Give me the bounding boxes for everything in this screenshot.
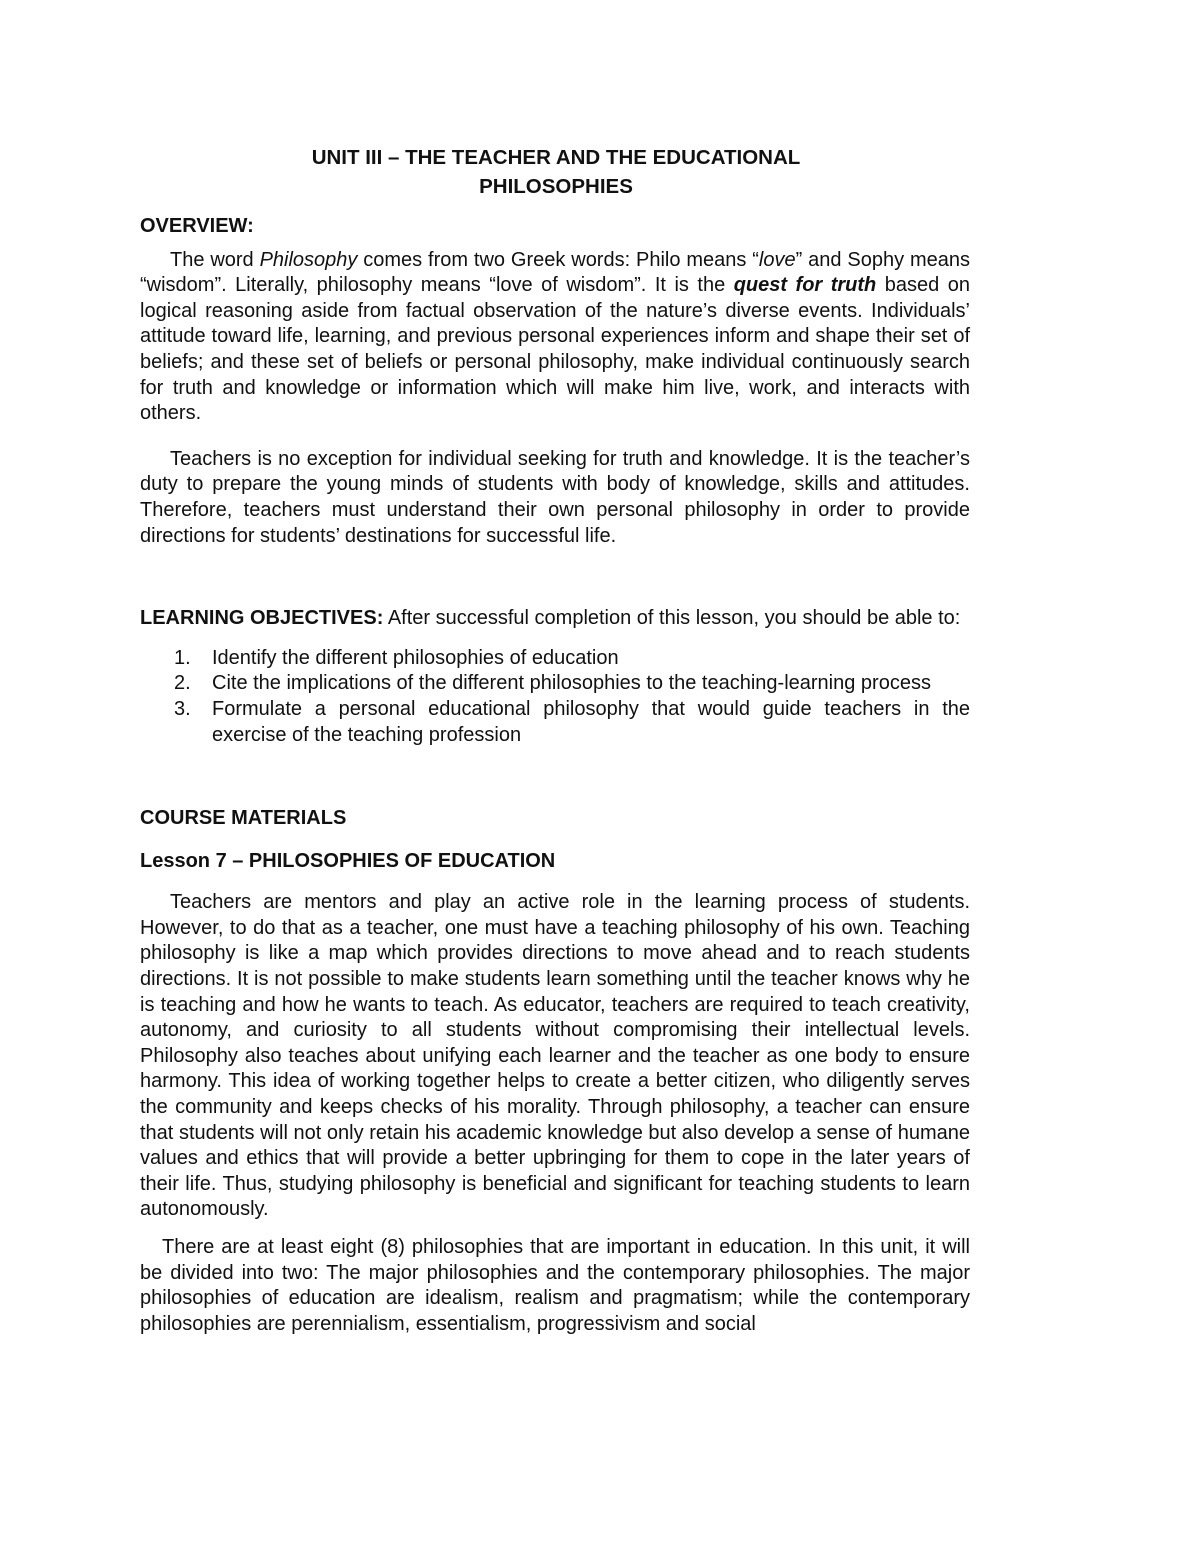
lesson-paragraph-2: There are at least eight (8) philosophies that are important in education. In this unit, it will be divided into two: The major philosophies and the contemporary philosophies. The major philosophies of education are idealism, realism and pragmatism; while the contemporary philosophies are perennialism, essentialism, progressivism and social [140, 1236, 970, 1335]
objectives-heading: LEARNING OBJECTIVES: [140, 607, 384, 630]
term-quest-for-truth: quest for truth [733, 274, 877, 297]
objective-number: 2. [174, 672, 191, 695]
course-materials-heading: COURSE MATERIALS [140, 807, 347, 830]
unit-title-line1: UNIT III – THE TEACHER AND THE EDUCATIONAL [311, 146, 801, 169]
objectives-intro: After successful completion of this lesson, you should be able to: [383, 607, 961, 630]
overview-text: comes from two Greek words: Philo means “ [357, 248, 759, 271]
overview-paragraph-2: Teachers is no exception for individual seeking for truth and knowledge. It is the teacher’s duty to prepare the young minds of students with body of knowledge, skills and attitudes. Therefore, teachers must understand their own personal philosophy in order to provide directions for students’ destinations for successful life. [140, 447, 970, 547]
objectives-list [140, 646, 970, 748]
objective-item [140, 646, 970, 672]
objective-number: 1. [174, 646, 191, 669]
overview-paragraph-1 [140, 248, 970, 427]
objective-text: Formulate a personal educational philosophy that would guide teachers in the exercise of the teaching profession [212, 697, 970, 746]
unit-title-line2: PHILOSOPHIES [479, 175, 633, 198]
lesson-paragraph-1: Teachers are mentors and play an active role in the learning process of students. However, to do that as a teacher, one must have a teaching philosophy of his own. Teaching philosophy is like a map which provides directions to move ahead and to reach students directions. It is not possible to make students learn something until the teacher knows why he is teaching and how he wants to teach. As educator, teachers are required to teach creativity, autonomy, and curiosity to all students without compromising their intellectual levels. Philosophy also teaches about unifying each learner and the teacher as one body to ensure harmony. This idea of working together helps to create a better citizen, who diligently serves the community and keeps checks of his morality. Through philosophy, a teacher can ensure that students will not only retain his academic knowledge but also develop a sense of humane values and ethics that will provide a better upbringing for them to cope in the later years of their life. Thus, studying philosophy is beneficial and significant for teaching students to learn autonomously. [140, 891, 970, 1221]
lesson-title: Lesson 7 – PHILOSOPHIES OF EDUCATION [140, 849, 556, 872]
objective-text: Identify the different philosophies of education [212, 646, 619, 669]
term-love: love [758, 248, 796, 271]
unit-title [140, 143, 970, 201]
objective-number: 3. [174, 697, 191, 720]
overview-text: ” and Sophy means “wisdom”. Literally, philosophy means “love of wisdom”. It is the [140, 248, 970, 297]
learning-objectives [140, 606, 970, 632]
overview-text: based on logical reasoning aside from factual observation of the nature’s diverse events. Individuals’ attitude toward life, learning, and previous personal experiences inform and shape their set of beliefs; and these set of beliefs or personal philosophy, make individual continuously search for truth and knowledge or information which will make him live, work, and interacts with others. [140, 274, 971, 425]
objective-item [140, 671, 970, 697]
objective-text: Cite the implications of the different philosophies to the teaching-learning process [212, 672, 931, 695]
term-philosophy: Philosophy [259, 248, 358, 271]
objective-item [140, 697, 970, 748]
overview-heading: OVERVIEW: [140, 215, 254, 237]
document-content [140, 140, 970, 1337]
overview-text: The word [170, 248, 260, 271]
